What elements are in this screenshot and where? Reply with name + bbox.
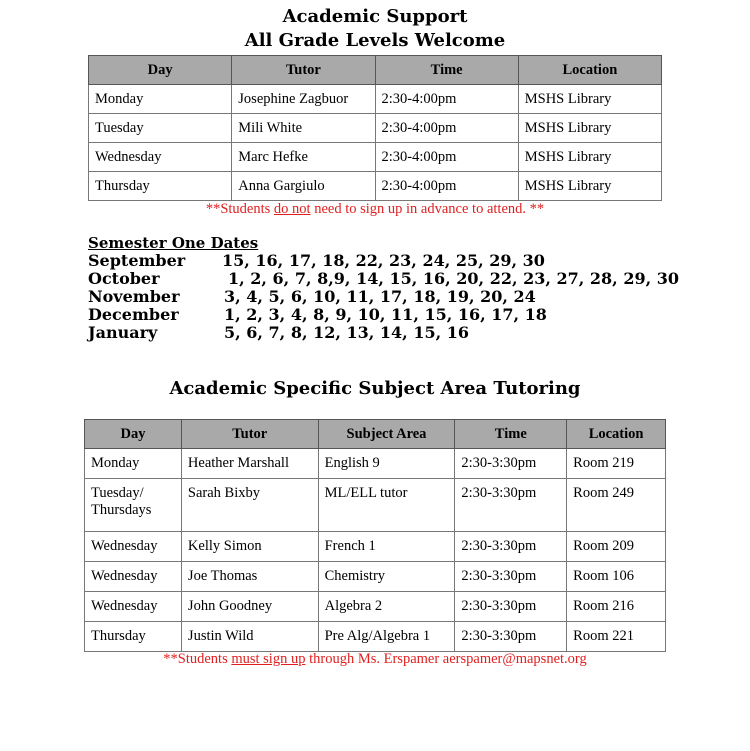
cell-location: MSHS Library [518, 85, 661, 114]
signup-required-note [0, 651, 750, 668]
table-row [85, 449, 666, 479]
month-label: December [88, 305, 179, 324]
cell-time: 2:30-3:30pm [455, 449, 567, 479]
cell-day: Thursday [85, 622, 182, 652]
note-text-end: through Ms. Erspamer aerspamer@mapsnet.org [305, 651, 587, 667]
cell-tutor: Joe Thomas [181, 562, 318, 592]
cell-location: Room 249 [567, 479, 666, 532]
page-title: Academic Support [282, 6, 468, 27]
table-row [89, 85, 662, 114]
cell-day: Thursday [89, 172, 232, 201]
cell-location: MSHS Library [518, 114, 661, 143]
month-label: November [88, 287, 180, 306]
cell-day: Wednesday [89, 143, 232, 172]
column-header-location: Location [567, 420, 666, 449]
table-row [89, 172, 662, 201]
cell-time: 2:30-3:30pm [455, 622, 567, 652]
cell-time: 2:30-4:00pm [375, 143, 518, 172]
cell-tutor: Mili White [232, 114, 375, 143]
month-dates: 15, 16, 17, 18, 22, 23, 24, 25, 29, 30 [222, 251, 545, 270]
cell-location: MSHS Library [518, 172, 661, 201]
cell-day: Tuesday/ Thursdays [85, 479, 182, 532]
cell-location: Room 106 [567, 562, 666, 592]
cell-tutor: Anna Gargiulo [232, 172, 375, 201]
cell-location: Room 221 [567, 622, 666, 652]
cell-time: 2:30-3:30pm [455, 592, 567, 622]
cell-subject: Algebra 2 [318, 592, 455, 622]
column-header-time: Time [455, 420, 567, 449]
column-header-day: Day [85, 420, 182, 449]
cell-day: Wednesday [85, 562, 182, 592]
note-text-start: **Students [205, 201, 274, 217]
academic-support-table [88, 55, 662, 201]
cell-day: Tuesday [89, 114, 232, 143]
cell-subject: ML/ELL tutor [318, 479, 455, 532]
month-dates: 5, 6, 7, 8, 12, 13, 14, 15, 16 [224, 323, 469, 342]
column-header-location: Location [518, 56, 661, 85]
cell-time: 2:30-3:30pm [455, 532, 567, 562]
cell-location: MSHS Library [518, 143, 661, 172]
cell-tutor: Sarah Bixby [181, 479, 318, 532]
cell-tutor: Justin Wild [181, 622, 318, 652]
cell-subject: Pre Alg/Algebra 1 [318, 622, 455, 652]
note-emphasis: must sign up [231, 651, 306, 667]
cell-tutor: John Goodney [181, 592, 318, 622]
table-header-row [89, 56, 662, 85]
note-text-end: need to sign up in advance to attend. ** [310, 201, 545, 217]
cell-day: Monday [89, 85, 232, 114]
column-header-tutor: Tutor [181, 420, 318, 449]
month-dates: 1, 2, 3, 4, 8, 9, 10, 11, 15, 16, 17, 18 [224, 305, 547, 324]
cell-time: 2:30-4:00pm [375, 172, 518, 201]
semester-heading: Semester One Dates [88, 234, 259, 252]
cell-day: Wednesday [85, 592, 182, 622]
month-dates: 3, 4, 5, 6, 10, 11, 17, 18, 19, 20, 24 [224, 287, 536, 306]
cell-subject: French 1 [318, 532, 455, 562]
month-label: January [88, 323, 158, 342]
table-row [89, 114, 662, 143]
table-header-row [85, 420, 666, 449]
column-header-tutor: Tutor [232, 56, 375, 85]
cell-location: Room 209 [567, 532, 666, 562]
cell-time: 2:30-4:00pm [375, 114, 518, 143]
table-row [89, 143, 662, 172]
table-row [85, 562, 666, 592]
subject-tutoring-table [84, 419, 666, 652]
cell-time: 2:30-3:30pm [455, 562, 567, 592]
cell-location: Room 216 [567, 592, 666, 622]
page-subtitle: All Grade Levels Welcome [244, 30, 506, 51]
cell-tutor: Marc Hefke [232, 143, 375, 172]
month-label: September [88, 251, 186, 270]
cell-day: Monday [85, 449, 182, 479]
table-row [85, 532, 666, 562]
cell-time: 2:30-4:00pm [375, 85, 518, 114]
cell-tutor: Josephine Zagbuor [232, 85, 375, 114]
column-header-day: Day [89, 56, 232, 85]
table-row [85, 622, 666, 652]
cell-time: 2:30-3:30pm [455, 479, 567, 532]
cell-location: Room 219 [567, 449, 666, 479]
cell-tutor: Kelly Simon [181, 532, 318, 562]
month-dates: 1, 2, 6, 7, 8,9, 14, 15, 16, 20, 22, 23, 27, 28, 29, 30 [228, 269, 679, 288]
column-header-subject: Subject Area [318, 420, 455, 449]
month-label: October [88, 269, 160, 288]
cell-subject: English 9 [318, 449, 455, 479]
column-header-time: Time [375, 56, 518, 85]
note-emphasis: do not [273, 201, 311, 217]
table-row [85, 592, 666, 622]
cell-subject: Chemistry [318, 562, 455, 592]
no-signup-note [0, 201, 750, 218]
table-row [85, 479, 666, 532]
cell-day: Wednesday [85, 532, 182, 562]
note-text-start: **Students [163, 651, 232, 667]
section-title: Academic Specific Subject Area Tutoring [169, 378, 581, 399]
cell-tutor: Heather Marshall [181, 449, 318, 479]
